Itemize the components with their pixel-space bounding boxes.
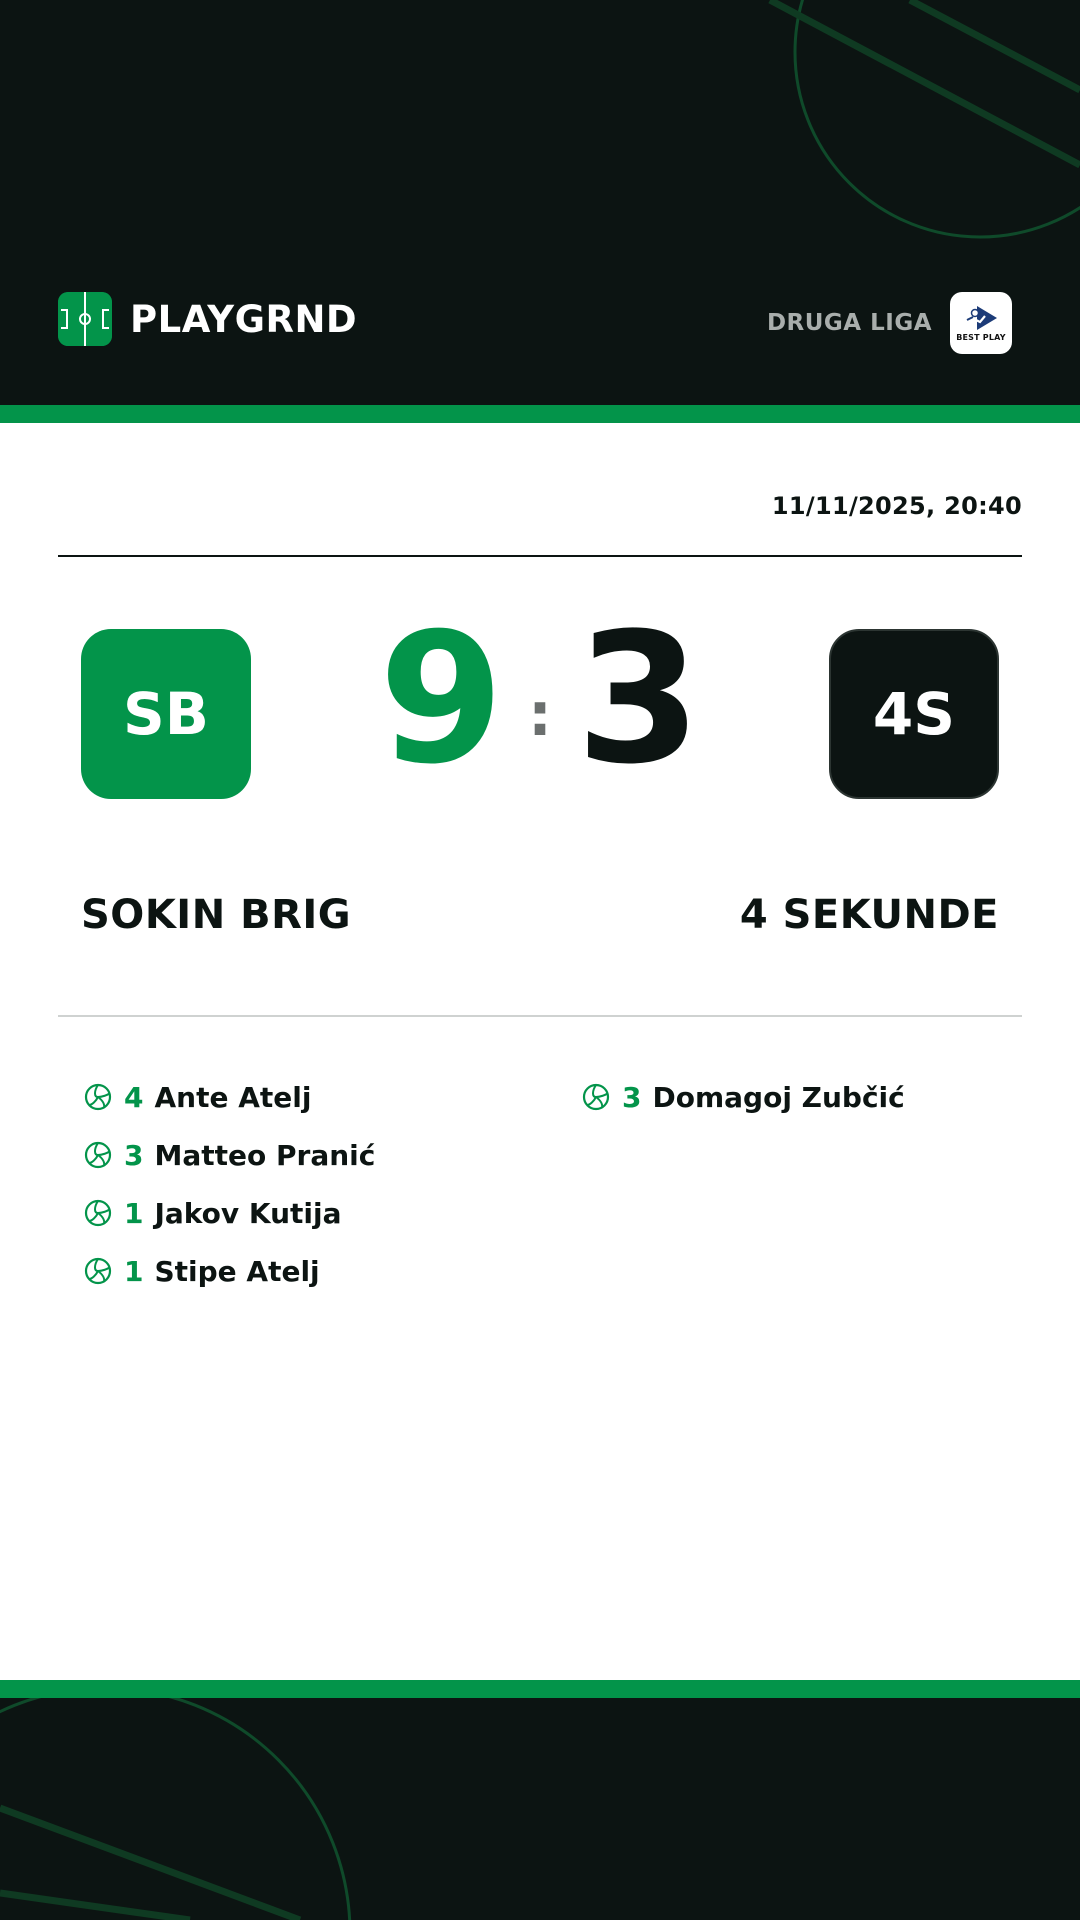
footer-field-lines [0,1698,1080,1920]
scorer-row [84,1068,375,1126]
home-score: 9 [378,595,504,804]
brand[interactable] [58,292,357,346]
scorer-row [582,1068,905,1126]
scorer-name: Jakov Kutija [154,1196,342,1230]
scorer-goals: 3 [124,1138,144,1172]
scorer-row [84,1126,375,1184]
scorer-goals: 1 [124,1196,144,1230]
scorer-goals: 1 [124,1254,144,1288]
football-icon [84,1257,112,1285]
league [767,292,1012,354]
home-team-abbr: SB [123,680,209,748]
league-logo-mark-icon [963,304,999,332]
away-team-name: 4 SEKUNDE [739,892,999,938]
score-separator: : [528,680,552,750]
league-name: DRUGA LIGA [766,310,932,336]
away-scorers-list [582,1068,905,1126]
scorer-goals: 3 [622,1080,642,1114]
scorer-row [84,1184,375,1242]
football-icon [582,1083,610,1111]
scorer-name: Stipe Atelj [154,1254,320,1288]
divider [58,1015,1022,1017]
football-icon [84,1199,112,1227]
scorer-goals: 4 [124,1080,144,1114]
scorer-name: Matteo Pranić [154,1138,376,1172]
match-datetime: 11/11/2025, 20:40 [771,492,1022,520]
football-icon [84,1141,112,1169]
away-team-badge [829,629,999,799]
league-logo [950,292,1012,354]
scorer-name: Ante Atelj [154,1080,312,1114]
home-team-name: SOKIN BRIG [81,892,352,938]
league-logo-text: BEST PLAY [956,333,1006,342]
football-icon [84,1083,112,1111]
bottom-accent-stripe [0,1680,1080,1698]
footer [0,1698,1080,1920]
away-team-abbr: 4S [872,680,956,748]
top-accent-stripe [0,405,1080,423]
home-scorers-list [84,1068,375,1300]
scorer-name: Domagoj Zubčić [652,1080,905,1114]
away-score: 3 [576,595,702,804]
header [0,0,1080,405]
divider [58,555,1022,557]
brand-name: PLAYGRND [130,297,358,341]
soccer-field-icon [58,292,112,346]
scorer-row [84,1242,375,1300]
